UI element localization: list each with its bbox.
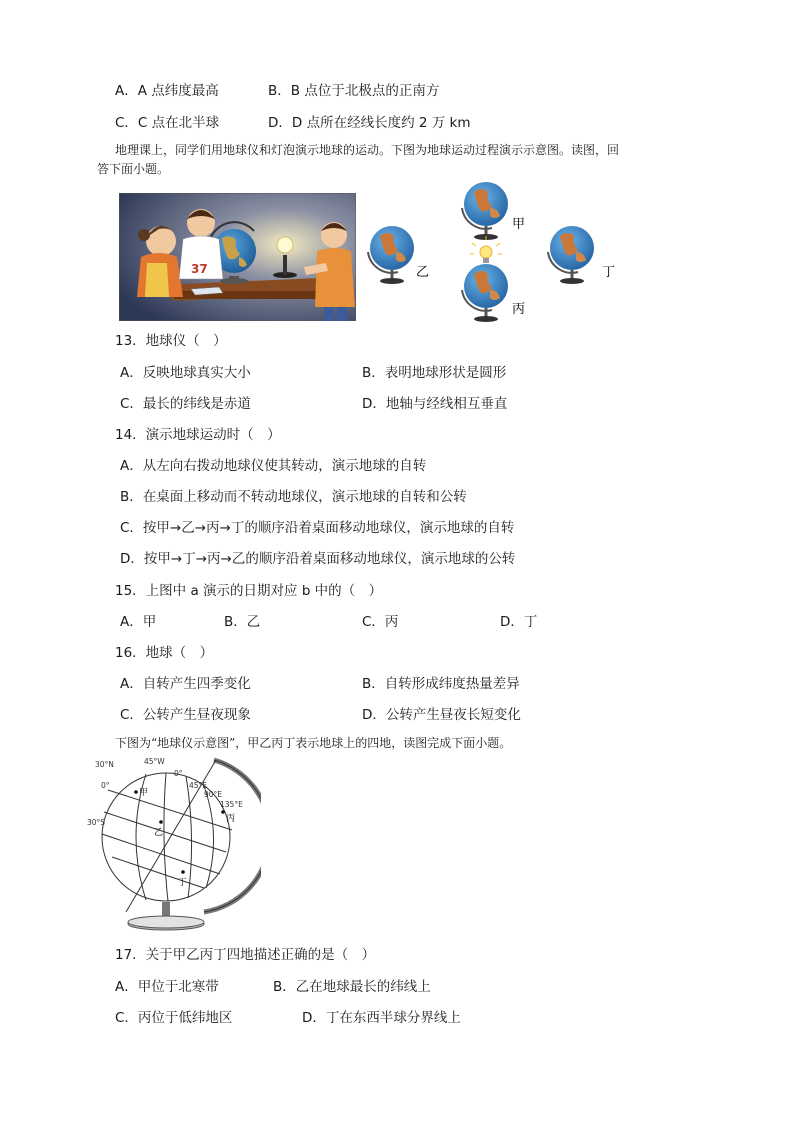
earth-orbit-positions-diagram: [360, 180, 625, 325]
q14-stem: 14．演示地球运动时（ ）: [115, 427, 281, 443]
label-jia: 甲: [512, 217, 526, 232]
q17-option-b[interactable]: B．乙在地球最长的纬线上: [273, 979, 431, 995]
q17-option-a[interactable]: A．甲位于北寒带: [115, 979, 219, 995]
point-label-jia: 甲: [139, 788, 149, 798]
label-ding: 丁: [602, 265, 616, 280]
label-bing: 丙: [512, 302, 526, 317]
intro-paragraph-1-line-1: 地理课上，同学们用地球仪和灯泡演示地球的运动。下图为地球运动过程演示示意图。读图，回: [115, 143, 620, 157]
globe-bing: [462, 264, 508, 322]
q17-stem: 17．关于甲乙丙丁四地描述正确的是（ ）: [115, 947, 376, 963]
q14-option-b[interactable]: B．在桌面上移动而不转动地球仪，演示地球的自转和公转: [120, 489, 467, 505]
lon-label-0: 0°: [174, 769, 183, 778]
lat-label-0: 0°: [101, 781, 110, 790]
q15-stem: 15．上图中 a 演示的日期对应 b 中的（ ）: [115, 583, 383, 599]
point-bing: [221, 810, 225, 814]
q16-option-a[interactable]: A．自转产生四季变化: [120, 676, 251, 692]
q16-option-c[interactable]: C．公转产生昼夜现象: [120, 707, 251, 723]
point-label-yi: 乙: [154, 828, 164, 838]
point-yi: [159, 820, 163, 824]
q17-option-c[interactable]: C．丙位于低纬地区: [115, 1010, 233, 1026]
q13-option-d[interactable]: D．地轴与经线相互垂直: [362, 396, 508, 412]
q12-option-c[interactable]: C．C 点在北半球: [115, 115, 220, 131]
classroom-demo-illustration: [119, 193, 356, 321]
q16-option-b[interactable]: B．自转形成纬度热量差异: [362, 676, 520, 692]
label-yi: 乙: [416, 265, 430, 280]
globe-latitude-longitude-diagram: [86, 752, 261, 942]
lon-label-90e: 90°E: [204, 790, 223, 799]
q13-stem: 13．地球仪（ ）: [115, 333, 227, 349]
lamp-icon: [470, 236, 502, 263]
q14-option-d[interactable]: D．按甲→丁→丙→乙的顺序沿着桌面移动地球仪，演示地球的公转: [120, 551, 516, 567]
q15-option-b[interactable]: B．乙: [224, 614, 261, 630]
lat-label-30n: 30°N: [95, 760, 114, 769]
point-ding: [181, 870, 185, 874]
intro-paragraph-2: 下图为“地球仪示意图”，甲乙丙丁表示地球上的四地，读图完成下面小题。: [115, 736, 512, 750]
lon-label-45e: 45°E: [189, 781, 208, 790]
lon-label-135e: 135°E: [220, 800, 243, 809]
intro-paragraph-1-line-2: 答下面小题。: [97, 162, 170, 176]
q12-option-d[interactable]: D．D 点所在经线长度约 2 万 km: [268, 115, 471, 131]
q13-option-a[interactable]: A．反映地球真实大小: [120, 365, 251, 381]
q15-option-c[interactable]: C．丙: [362, 614, 399, 630]
q13-option-c[interactable]: C．最长的纬线是赤道: [120, 396, 251, 412]
shirt-number: 37: [191, 262, 208, 276]
q14-option-c[interactable]: C．按甲→乙→丙→丁的顺序沿着桌面移动地球仪，演示地球的自转: [120, 520, 515, 536]
q17-option-d[interactable]: D．丁在东西半球分界线上: [302, 1010, 461, 1026]
q15-option-a[interactable]: A．甲: [120, 614, 157, 630]
q16-option-d[interactable]: D．公转产生昼夜长短变化: [362, 707, 521, 723]
globe-yi: [368, 226, 414, 284]
lon-label-45w: 45°W: [144, 757, 165, 766]
globe-jia: [462, 182, 508, 240]
q13-option-b[interactable]: B．表明地球形状是圆形: [362, 365, 507, 381]
point-label-bing: 丙: [226, 814, 236, 824]
point-jia: [134, 790, 138, 794]
q12-option-a[interactable]: A．A 点纬度最高: [115, 83, 219, 99]
q14-option-a[interactable]: A．从左向右拨动地球仪使其转动，演示地球的自转: [120, 458, 427, 474]
q16-stem: 16．地球（ ）: [115, 645, 214, 661]
q12-option-b[interactable]: B．B 点位于北极点的正南方: [268, 83, 440, 99]
q15-option-d[interactable]: D．丁: [500, 614, 538, 630]
globe-ding: [548, 226, 594, 284]
lat-label-30s: 30°S: [87, 818, 106, 827]
point-label-ding: 丁: [178, 878, 188, 888]
